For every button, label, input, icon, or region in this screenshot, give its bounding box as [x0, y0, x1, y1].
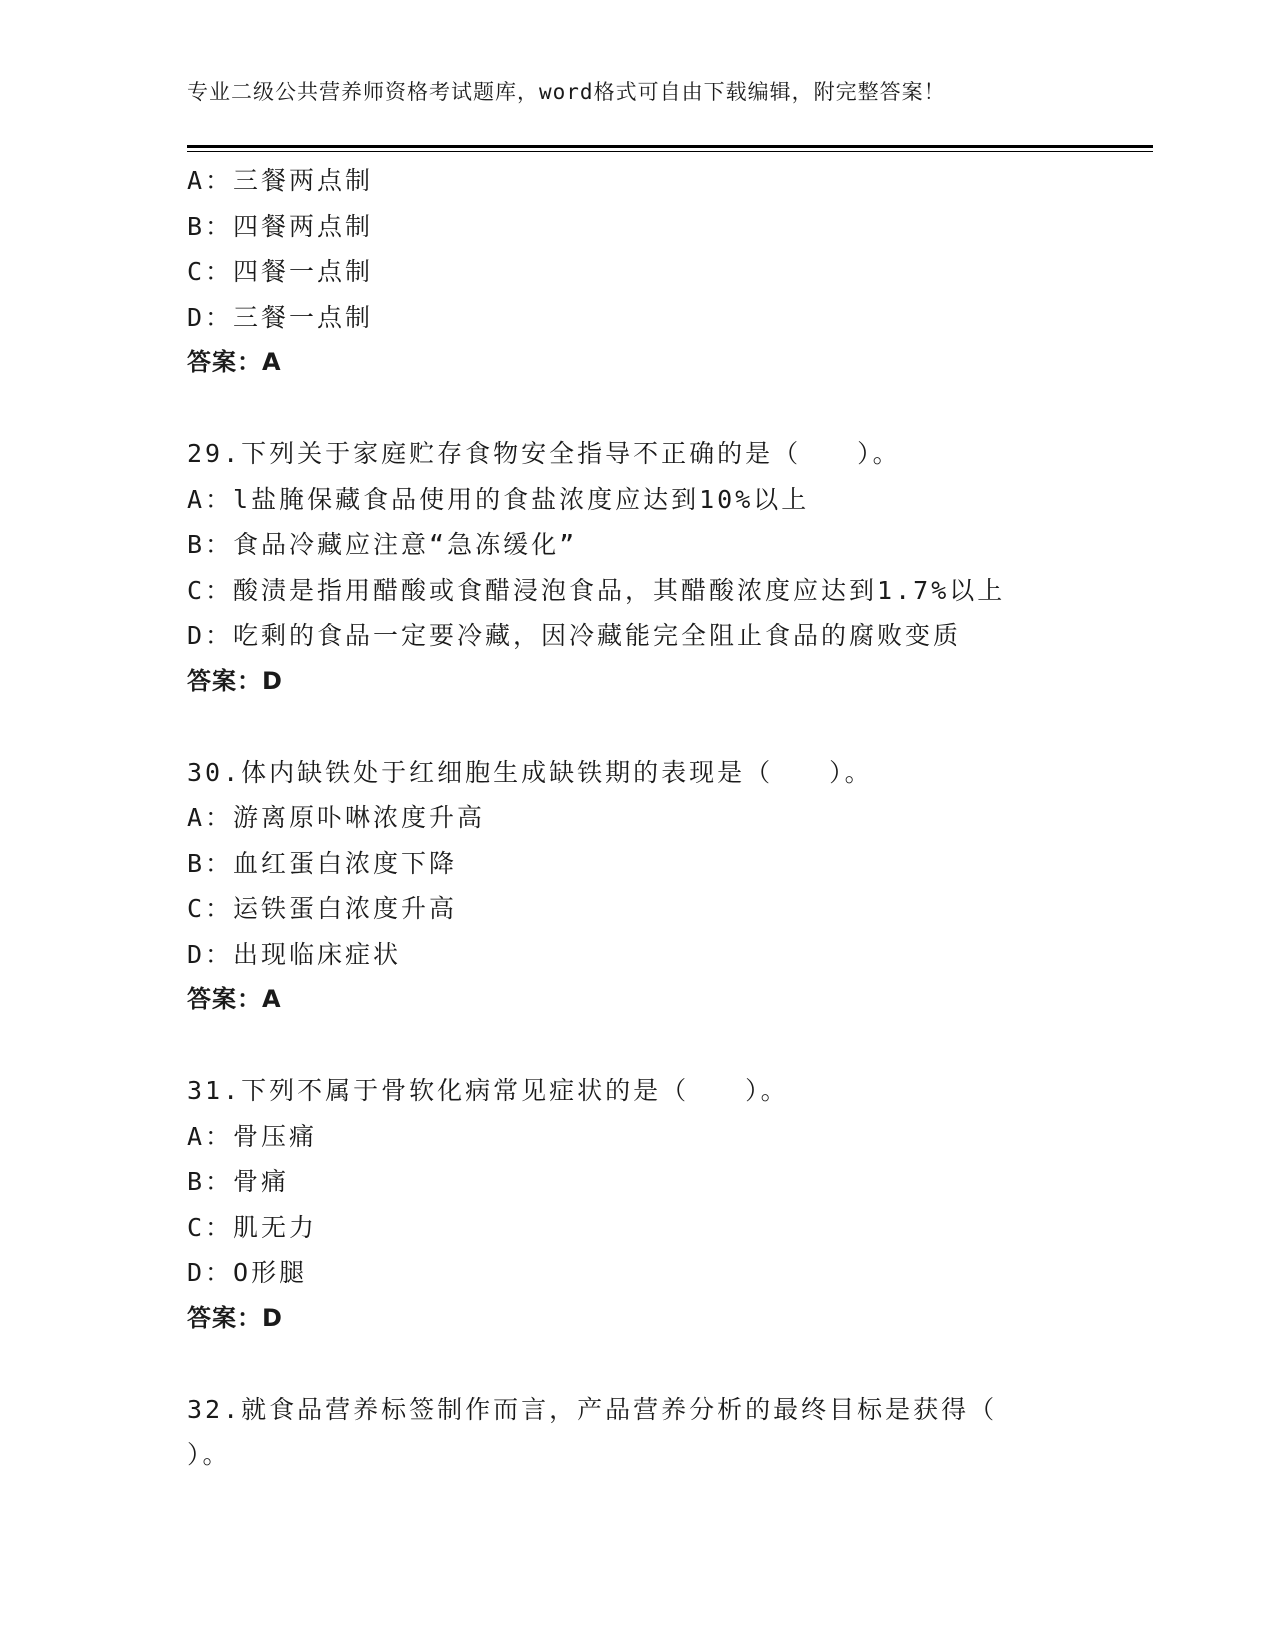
- option-b: B：食品冷藏应注意“急冻缓化”: [187, 530, 578, 559]
- option-c: C：酸渍是指用醋酸或食醋浸泡食品，其醋酸浓度应达到1.7%以上: [187, 575, 1006, 605]
- option-c: C：运铁蛋白浓度升高: [187, 894, 458, 923]
- question-30: 30.体内缺铁处于红细胞生成缺铁期的表现是（ ）。: [187, 757, 873, 787]
- spacer: [187, 1341, 1153, 1387]
- option-a: A：三餐两点制: [187, 166, 374, 195]
- option-b: B：四餐两点制: [187, 211, 374, 241]
- option-a: A：l盐腌保藏食品使用的食盐浓度应达到10%以上: [187, 484, 810, 514]
- spacer: [187, 386, 1153, 432]
- question-list: [187, 158, 1153, 1478]
- option-b: B：血红蛋白浓度下降: [187, 848, 458, 878]
- header-divider-thick: [187, 145, 1153, 148]
- option-d: D：O形腿: [187, 1258, 308, 1287]
- answer: 答案：A: [187, 348, 282, 376]
- answer: 答案：D: [187, 666, 283, 695]
- option-a: A：游离原卟啉浓度升高: [187, 803, 486, 832]
- question-29: 29.下列关于家庭贮存食物安全指导不正确的是（ ）。: [187, 439, 901, 468]
- option-a: A：骨压痛: [187, 1121, 318, 1151]
- page-header: 专业二级公共营养师资格考试题库，word格式可自由下载编辑，附完整答案！: [187, 80, 946, 104]
- answer: 答案：A: [187, 985, 282, 1013]
- spacer: [187, 1023, 1153, 1069]
- spacer: [187, 704, 1153, 750]
- header-divider-thin: [187, 151, 1153, 152]
- option-d: D：吃剩的食品一定要冷藏，因冷藏能完全阻止食品的腐败变质: [187, 621, 962, 650]
- option-c: C：四餐一点制: [187, 257, 374, 286]
- question-32: 32.就食品营养标签制作而言，产品营养分析的最终目标是获得（: [187, 1394, 998, 1424]
- option-d: D：出现临床症状: [187, 939, 402, 969]
- question-31: 31.下列不属于骨软化病常见症状的是（ ）。: [187, 1076, 789, 1105]
- question-32-continuation: ）。: [187, 1440, 231, 1469]
- answer: 答案：D: [187, 1303, 283, 1332]
- option-c: C：肌无力: [187, 1212, 318, 1242]
- option-b: B：骨痛: [187, 1167, 290, 1196]
- option-d: D：三餐一点制: [187, 302, 374, 332]
